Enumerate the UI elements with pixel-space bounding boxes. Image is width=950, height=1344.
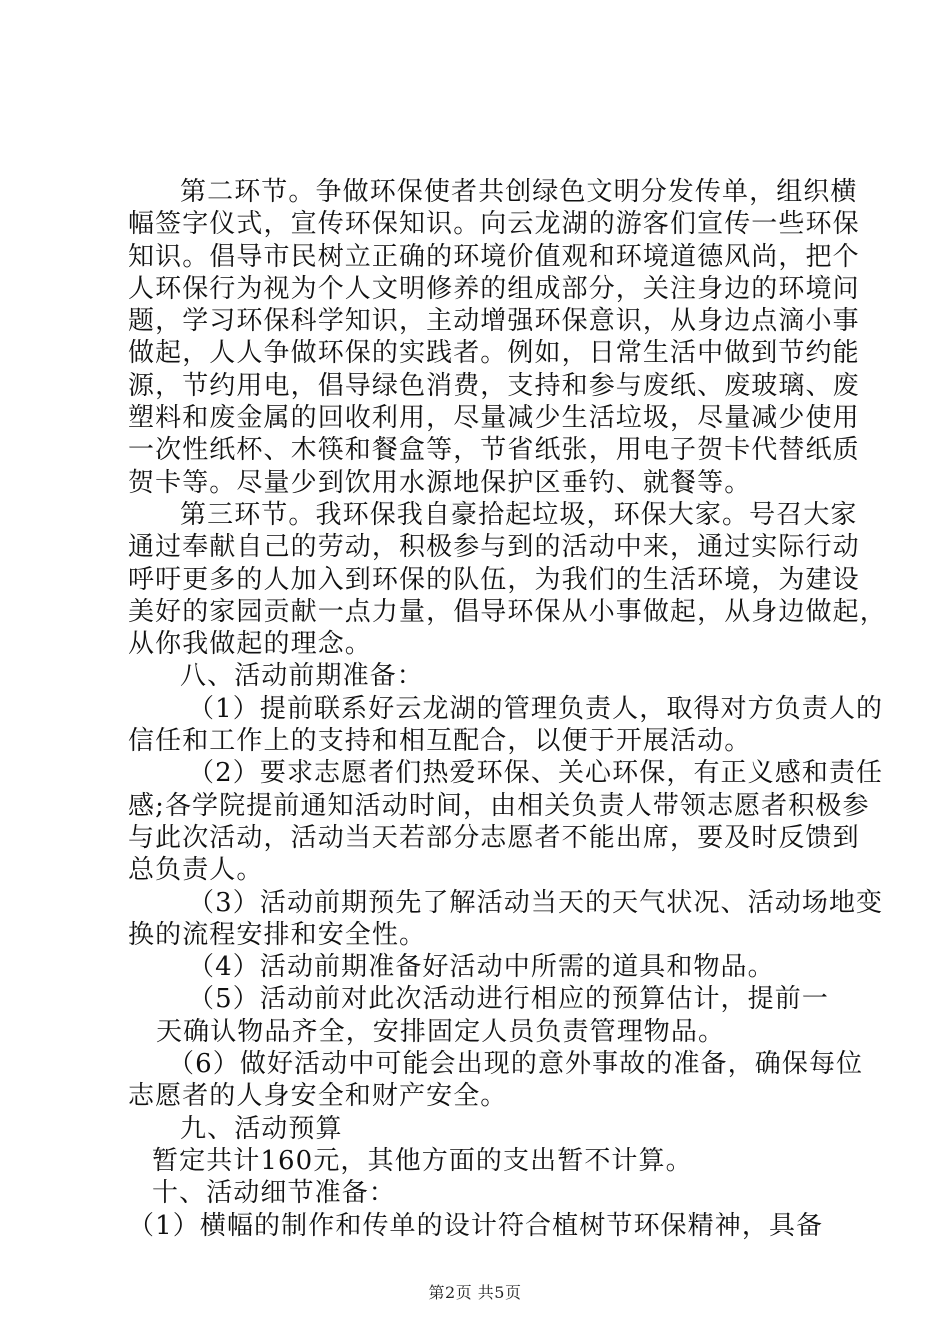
paragraph-line: 志愿者的人身安全和财产安全。 <box>128 1081 508 1112</box>
paragraph-line: 贺卡等。尽量少到饮用水源地保护区垂钓、就餐等。 <box>128 467 752 498</box>
list-item: （3）活动前期预先了解活动当天的天气状况、活动场地变 <box>188 887 884 918</box>
list-item: （4）活动前期准备好活动中所需的道具和物品。 <box>188 952 775 983</box>
paragraph-line: 第二环节。争做环保使者共创绿色文明分发传单，组织横 <box>180 177 858 207</box>
paragraph-line: 幅签字仪式，宣传环保知识。向云龙湖的游客们宣传一些环保 <box>128 209 860 240</box>
list-item: （1）横幅的制作和传单的设计符合植树节环保精神，具备 <box>128 1210 824 1241</box>
paragraph-line: 信任和工作上的支持和相互配合，以便于开展活动。 <box>128 726 752 757</box>
section-heading: 九、活动预算 <box>180 1113 343 1144</box>
list-item: （6）做好活动中可能会出现的意外事故的准备，确保每位 <box>168 1049 864 1080</box>
section-heading: 八、活动前期准备： <box>180 661 424 692</box>
paragraph-line: 感;各学院提前通知活动时间，由相关负责人带领志愿者积极参 <box>128 790 870 821</box>
paragraph-line: 知识。倡导市民树立正确的环境价值观和环境道德风尚，把个 <box>128 241 860 272</box>
paragraph-line: 换的流程安排和安全性。 <box>128 919 427 950</box>
paragraph-line: 题，学习环保科学知识，主动增强环保意识，从身边点滴小事 <box>128 306 860 337</box>
paragraph-line: 天确认物品齐全，安排固定人员负责管理物品。 <box>156 1016 726 1047</box>
list-item: （5）活动前对此次活动进行相应的预算估计，提前一 <box>188 984 829 1015</box>
paragraph-line: 暂定共计160元，其他方面的支出暂不计算。 <box>152 1145 693 1176</box>
paragraph-line: 一次性纸杯、木筷和餐盒等，节省纸张，用电子贺卡代替纸质 <box>128 435 860 466</box>
paragraph-line: 与此次活动，活动当天若部分志愿者不能出席，要及时反馈到 <box>128 822 860 853</box>
paragraph-line: 人环保行为视为个人文明修养的组成部分，关注身边的环境问 <box>128 273 860 304</box>
paragraph-line: 塑料和废金属的回收利用，尽量减少生活垃圾，尽量减少使用 <box>128 403 860 434</box>
document-body <box>128 176 887 1242</box>
paragraph-line: 总负责人。 <box>128 855 264 886</box>
paragraph-line: 呼吁更多的人加入到环保的队伍，为我们的生活环境，为建设 <box>128 564 860 595</box>
list-item: （2）要求志愿者们热爱环保、关心环保，有正义感和责任 <box>188 758 884 789</box>
paragraph-line: 做起，人人争做环保的实践者。例如，日常生活中做到节约能 <box>128 338 860 369</box>
list-item: （1）提前联系好云龙湖的管理负责人，取得对方负责人的 <box>188 693 884 724</box>
paragraph-line: 从你我做起的理念。 <box>128 629 372 660</box>
section-heading: 十、活动细节准备： <box>152 1178 396 1209</box>
page-number-footer: 第2页 共5页 <box>428 1283 522 1302</box>
paragraph-line: 美好的家园贡献一点力量，倡导环保从小事做起，从身边做起， <box>128 596 887 627</box>
paragraph-line: 第三环节。我环保我自豪拾起垃圾，环保大家。号召大家 <box>180 499 858 530</box>
paragraph-line: 通过奉献自己的劳动，积极参与到的活动中来，通过实际行动 <box>128 532 860 563</box>
paragraph-line: 源，节约用电，倡导绿色消费，支持和参与废纸、废玻璃、废 <box>128 370 860 401</box>
